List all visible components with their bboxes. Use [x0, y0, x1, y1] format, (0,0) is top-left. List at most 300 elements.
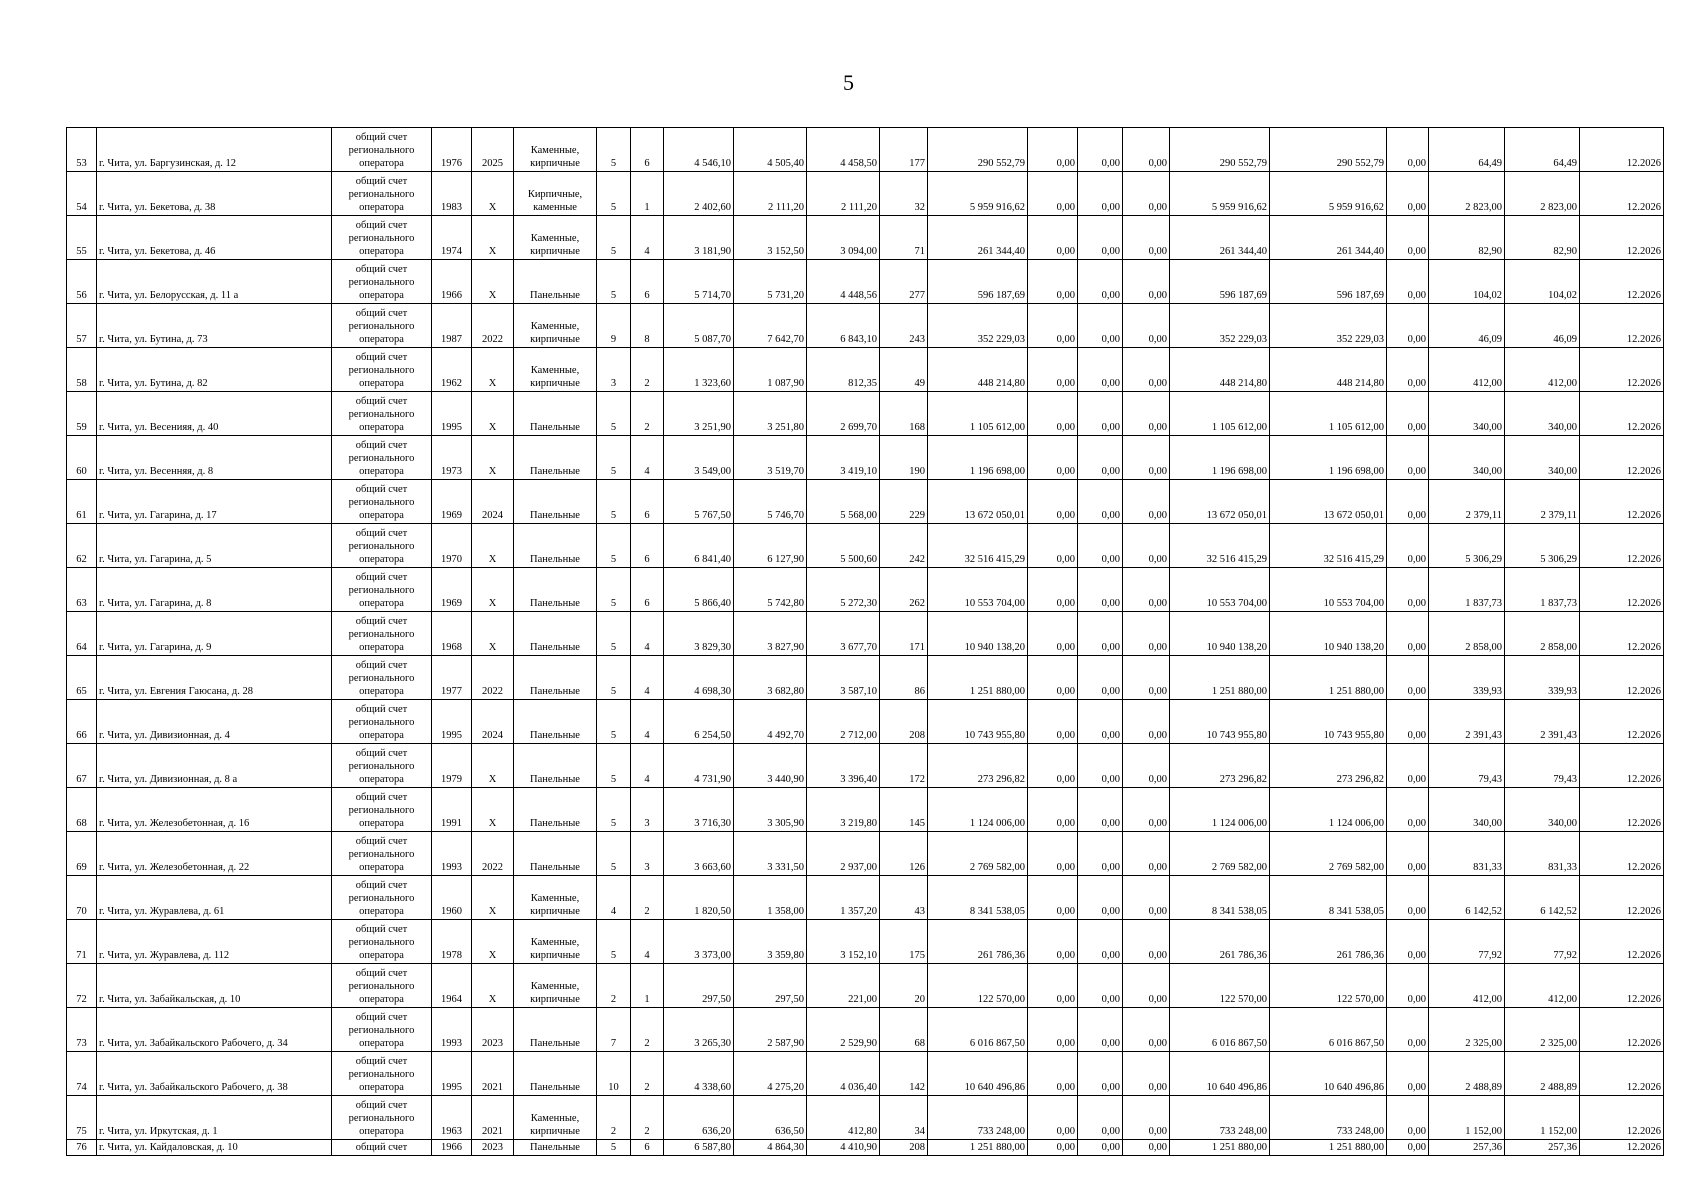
cell-wall-material: Панельные — [514, 260, 597, 304]
cell-entrances: 1 — [631, 964, 664, 1008]
cell-address: г. Чита, ул. Гагарина, д. 17 — [97, 480, 332, 524]
cell-wall-material: Панельные — [514, 788, 597, 832]
cell-regional-funds: 0,00 — [1078, 128, 1123, 172]
cell-row-number: 76 — [67, 1140, 97, 1156]
cell-residents: 142 — [880, 1052, 928, 1096]
cell-total-cost: 10 940 138,20 — [928, 612, 1028, 656]
cell-build-year: 1966 — [432, 260, 472, 304]
cell-wall-material: Каменные, кирпичные — [514, 128, 597, 172]
cell-reserve-funds: 0,00 — [1387, 920, 1429, 964]
cell-account-type: общий счет регионального оператора — [332, 876, 432, 920]
cell-deadline: 12.2026 — [1580, 524, 1664, 568]
cell-premises-area: 3 251,80 — [734, 392, 807, 436]
table-row — [67, 480, 1664, 524]
cell-residents: 229 — [880, 480, 928, 524]
cell-deadline: 12.2026 — [1580, 480, 1664, 524]
cell-municipal-funds: 0,00 — [1123, 216, 1170, 260]
cell-federal-funds: 0,00 — [1028, 1096, 1078, 1140]
cell-total-cost: 6 016 867,50 — [928, 1008, 1028, 1052]
cell-owners-funds: 8 341 538,05 — [1170, 876, 1270, 920]
cell-account-type: общий счет регионального оператора — [332, 216, 432, 260]
cell-floors: 5 — [597, 612, 631, 656]
cell-unit-cost-actual: 82,90 — [1429, 216, 1505, 260]
cell-unit-cost-limit: 5 306,29 — [1505, 524, 1580, 568]
cell-deadline: 12.2026 — [1580, 128, 1664, 172]
cell-account-type: общий счет регионального оператора — [332, 348, 432, 392]
cell-total-area: 4 338,60 — [664, 1052, 734, 1096]
cell-repair-year: Х — [472, 964, 514, 1008]
cell-total-cost: 1 105 612,00 — [928, 392, 1028, 436]
cell-address: г. Чита, ул. Железобетонная, д. 22 — [97, 832, 332, 876]
cell-premises-area: 636,50 — [734, 1096, 807, 1140]
cell-wall-material: Панельные — [514, 1052, 597, 1096]
cell-residents: 242 — [880, 524, 928, 568]
cell-regional-funds: 0,00 — [1078, 964, 1123, 1008]
cell-residential-area: 2 529,90 — [807, 1008, 880, 1052]
cell-total-cost: 5 959 916,62 — [928, 172, 1028, 216]
cell-federal-funds: 0,00 — [1028, 216, 1078, 260]
cell-unit-cost-actual: 1 837,73 — [1429, 568, 1505, 612]
cell-municipal-funds: 0,00 — [1123, 304, 1170, 348]
cell-regional-funds: 0,00 — [1078, 656, 1123, 700]
cell-build-year: 1993 — [432, 1008, 472, 1052]
cell-entrances: 4 — [631, 612, 664, 656]
cell-repair-year: Х — [472, 260, 514, 304]
cell-row-number: 72 — [67, 964, 97, 1008]
cell-entrances: 6 — [631, 260, 664, 304]
cell-residents: 262 — [880, 568, 928, 612]
cell-municipal-funds: 0,00 — [1123, 832, 1170, 876]
cell-account-type: общий счет — [332, 1140, 432, 1156]
cell-unit-cost-actual: 1 152,00 — [1429, 1096, 1505, 1140]
cell-total-cost: 733 248,00 — [928, 1096, 1028, 1140]
cell-build-year: 1976 — [432, 128, 472, 172]
cell-unit-cost-limit: 6 142,52 — [1505, 876, 1580, 920]
cell-deadline: 12.2026 — [1580, 832, 1664, 876]
cell-regional-funds: 0,00 — [1078, 832, 1123, 876]
cell-entrances: 2 — [631, 348, 664, 392]
cell-unit-cost-actual: 2 325,00 — [1429, 1008, 1505, 1052]
cell-unit-cost-actual: 2 391,43 — [1429, 700, 1505, 744]
cell-floors: 5 — [597, 656, 631, 700]
cell-reserve-funds: 0,00 — [1387, 1008, 1429, 1052]
table-row — [67, 260, 1664, 304]
cell-unit-cost-actual: 77,92 — [1429, 920, 1505, 964]
cell-floors: 5 — [597, 480, 631, 524]
cell-total-cost: 448 214,80 — [928, 348, 1028, 392]
cell-reserve-funds: 0,00 — [1387, 876, 1429, 920]
cell-total-area: 2 402,60 — [664, 172, 734, 216]
table-row — [67, 700, 1664, 744]
cell-build-year: 1978 — [432, 920, 472, 964]
cell-repair-year: 2023 — [472, 1008, 514, 1052]
cell-premises-area: 3 827,90 — [734, 612, 807, 656]
cell-federal-funds: 0,00 — [1028, 260, 1078, 304]
cell-total-cost: 32 516 415,29 — [928, 524, 1028, 568]
cell-row-number: 71 — [67, 920, 97, 964]
cell-owners-funds: 448 214,80 — [1170, 348, 1270, 392]
cell-build-year: 1995 — [432, 700, 472, 744]
cell-address: г. Чита, ул. Гагарина, д. 5 — [97, 524, 332, 568]
cell-deadline: 12.2026 — [1580, 568, 1664, 612]
cell-entrances: 2 — [631, 876, 664, 920]
cell-residential-area: 3 587,10 — [807, 656, 880, 700]
cell-federal-funds: 0,00 — [1028, 700, 1078, 744]
cell-cost-amount: 1 251 880,00 — [1270, 656, 1387, 700]
cell-municipal-funds: 0,00 — [1123, 1096, 1170, 1140]
cell-federal-funds: 0,00 — [1028, 1008, 1078, 1052]
cell-residential-area: 3 419,10 — [807, 436, 880, 480]
cell-wall-material: Панельные — [514, 480, 597, 524]
cell-row-number: 68 — [67, 788, 97, 832]
cell-address: г. Чита, ул. Дивизионная, д. 8 а — [97, 744, 332, 788]
cell-deadline: 12.2026 — [1580, 1140, 1664, 1156]
cell-residents: 71 — [880, 216, 928, 260]
cell-federal-funds: 0,00 — [1028, 832, 1078, 876]
cell-premises-area: 3 682,80 — [734, 656, 807, 700]
cell-account-type: общий счет регионального оператора — [332, 480, 432, 524]
cell-residential-area: 1 357,20 — [807, 876, 880, 920]
cell-deadline: 12.2026 — [1580, 656, 1664, 700]
cell-total-cost: 596 187,69 — [928, 260, 1028, 304]
cell-cost-amount: 32 516 415,29 — [1270, 524, 1387, 568]
cell-residential-area: 812,35 — [807, 348, 880, 392]
cell-cost-amount: 10 553 704,00 — [1270, 568, 1387, 612]
cell-residential-area: 4 458,50 — [807, 128, 880, 172]
cell-unit-cost-limit: 339,93 — [1505, 656, 1580, 700]
cell-wall-material: Панельные — [514, 656, 597, 700]
cell-unit-cost-limit: 46,09 — [1505, 304, 1580, 348]
cell-build-year: 1995 — [432, 1052, 472, 1096]
cell-premises-area: 3 152,50 — [734, 216, 807, 260]
cell-owners-funds: 273 296,82 — [1170, 744, 1270, 788]
cell-wall-material: Каменные, кирпичные — [514, 876, 597, 920]
cell-residential-area: 221,00 — [807, 964, 880, 1008]
cell-cost-amount: 1 196 698,00 — [1270, 436, 1387, 480]
cell-federal-funds: 0,00 — [1028, 964, 1078, 1008]
cell-owners-funds: 6 016 867,50 — [1170, 1008, 1270, 1052]
cell-total-area: 5 714,70 — [664, 260, 734, 304]
cell-unit-cost-actual: 2 858,00 — [1429, 612, 1505, 656]
cell-account-type: общий счет регионального оператора — [332, 700, 432, 744]
cell-total-area: 297,50 — [664, 964, 734, 1008]
cell-account-type: общий счет регионального оператора — [332, 392, 432, 436]
cell-total-area: 3 663,60 — [664, 832, 734, 876]
cell-unit-cost-limit: 1 837,73 — [1505, 568, 1580, 612]
cell-federal-funds: 0,00 — [1028, 612, 1078, 656]
cell-municipal-funds: 0,00 — [1123, 480, 1170, 524]
cell-build-year: 1966 — [432, 1140, 472, 1156]
cell-regional-funds: 0,00 — [1078, 1140, 1123, 1156]
cell-floors: 2 — [597, 1096, 631, 1140]
cell-row-number: 63 — [67, 568, 97, 612]
cell-federal-funds: 0,00 — [1028, 172, 1078, 216]
cell-unit-cost-limit: 64,49 — [1505, 128, 1580, 172]
cell-repair-year: 2022 — [472, 832, 514, 876]
cell-repair-year: 2025 — [472, 128, 514, 172]
cell-residents: 43 — [880, 876, 928, 920]
cell-entrances: 4 — [631, 436, 664, 480]
cell-repair-year: Х — [472, 216, 514, 260]
cell-address: г. Чита, ул. Бекетова, д. 38 — [97, 172, 332, 216]
cell-regional-funds: 0,00 — [1078, 876, 1123, 920]
cell-total-cost: 273 296,82 — [928, 744, 1028, 788]
cell-cost-amount: 261 786,36 — [1270, 920, 1387, 964]
cell-cost-amount: 448 214,80 — [1270, 348, 1387, 392]
cell-build-year: 1970 — [432, 524, 472, 568]
table-row — [67, 832, 1664, 876]
cell-residential-area: 2 699,70 — [807, 392, 880, 436]
cell-build-year: 1979 — [432, 744, 472, 788]
cell-federal-funds: 0,00 — [1028, 656, 1078, 700]
cell-total-cost: 1 251 880,00 — [928, 1140, 1028, 1156]
cell-unit-cost-actual: 412,00 — [1429, 964, 1505, 1008]
cell-build-year: 1993 — [432, 832, 472, 876]
cell-address: г. Чита, ул. Кайдаловская, д. 10 — [97, 1140, 332, 1156]
cell-residents: 177 — [880, 128, 928, 172]
cell-unit-cost-actual: 64,49 — [1429, 128, 1505, 172]
cell-row-number: 60 — [67, 436, 97, 480]
cell-total-cost: 13 672 050,01 — [928, 480, 1028, 524]
cell-owners-funds: 122 570,00 — [1170, 964, 1270, 1008]
cell-address: г. Чита, ул. Белорусская, д. 11 а — [97, 260, 332, 304]
cell-unit-cost-actual: 340,00 — [1429, 788, 1505, 832]
cell-account-type: общий счет регионального оператора — [332, 1008, 432, 1052]
cell-repair-year: 2023 — [472, 1140, 514, 1156]
cell-account-type: общий счет регионального оператора — [332, 612, 432, 656]
cell-wall-material: Каменные, кирпичные — [514, 1096, 597, 1140]
cell-unit-cost-actual: 2 488,89 — [1429, 1052, 1505, 1096]
cell-residents: 20 — [880, 964, 928, 1008]
cell-residents: 208 — [880, 1140, 928, 1156]
cell-owners-funds: 10 640 496,86 — [1170, 1052, 1270, 1096]
cell-floors: 4 — [597, 876, 631, 920]
cell-municipal-funds: 0,00 — [1123, 744, 1170, 788]
cell-address: г. Чита, ул. Иркутская, д. 1 — [97, 1096, 332, 1140]
cell-unit-cost-actual: 46,09 — [1429, 304, 1505, 348]
cell-entrances: 2 — [631, 1008, 664, 1052]
cell-owners-funds: 2 769 582,00 — [1170, 832, 1270, 876]
cell-deadline: 12.2026 — [1580, 920, 1664, 964]
cell-address: г. Чита, ул. Забайкальского Рабочего, д. 38 — [97, 1052, 332, 1096]
cell-address: г. Чита, ул. Весенняя, д. 8 — [97, 436, 332, 480]
cell-deadline: 12.2026 — [1580, 1008, 1664, 1052]
cell-total-area: 5 866,40 — [664, 568, 734, 612]
cell-total-cost: 352 229,03 — [928, 304, 1028, 348]
table-row — [67, 436, 1664, 480]
cell-deadline: 12.2026 — [1580, 304, 1664, 348]
cell-row-number: 55 — [67, 216, 97, 260]
cell-row-number: 57 — [67, 304, 97, 348]
cell-total-area: 3 829,30 — [664, 612, 734, 656]
cell-federal-funds: 0,00 — [1028, 128, 1078, 172]
cell-residential-area: 2 937,00 — [807, 832, 880, 876]
cell-row-number: 61 — [67, 480, 97, 524]
cell-municipal-funds: 0,00 — [1123, 436, 1170, 480]
cell-municipal-funds: 0,00 — [1123, 392, 1170, 436]
cell-total-cost: 261 344,40 — [928, 216, 1028, 260]
cell-unit-cost-actual: 2 823,00 — [1429, 172, 1505, 216]
cell-federal-funds: 0,00 — [1028, 1140, 1078, 1156]
cell-row-number: 65 — [67, 656, 97, 700]
cell-unit-cost-limit: 2 858,00 — [1505, 612, 1580, 656]
table-row — [67, 1052, 1664, 1096]
cell-total-area: 3 716,30 — [664, 788, 734, 832]
table-row — [67, 304, 1664, 348]
cell-entrances: 1 — [631, 172, 664, 216]
cell-total-area: 1 323,60 — [664, 348, 734, 392]
cell-residents: 145 — [880, 788, 928, 832]
cell-regional-funds: 0,00 — [1078, 700, 1123, 744]
cell-federal-funds: 0,00 — [1028, 436, 1078, 480]
cell-residential-area: 5 272,30 — [807, 568, 880, 612]
cell-premises-area: 3 305,90 — [734, 788, 807, 832]
cell-cost-amount: 8 341 538,05 — [1270, 876, 1387, 920]
table-row — [67, 1096, 1664, 1140]
cell-floors: 5 — [597, 260, 631, 304]
cell-premises-area: 297,50 — [734, 964, 807, 1008]
cell-repair-year: Х — [472, 788, 514, 832]
cell-wall-material: Каменные, кирпичные — [514, 964, 597, 1008]
cell-municipal-funds: 0,00 — [1123, 128, 1170, 172]
cell-deadline: 12.2026 — [1580, 700, 1664, 744]
cell-reserve-funds: 0,00 — [1387, 788, 1429, 832]
cell-total-area: 4 731,90 — [664, 744, 734, 788]
cell-owners-funds: 32 516 415,29 — [1170, 524, 1270, 568]
cell-municipal-funds: 0,00 — [1123, 788, 1170, 832]
cell-wall-material: Панельные — [514, 832, 597, 876]
cell-deadline: 12.2026 — [1580, 436, 1664, 480]
table-row — [67, 744, 1664, 788]
cell-unit-cost-actual: 831,33 — [1429, 832, 1505, 876]
cell-regional-funds: 0,00 — [1078, 260, 1123, 304]
cell-repair-year: 2022 — [472, 304, 514, 348]
cell-premises-area: 3 359,80 — [734, 920, 807, 964]
cell-account-type: общий счет регионального оператора — [332, 304, 432, 348]
table-row — [67, 876, 1664, 920]
table-row — [67, 128, 1664, 172]
table-row — [67, 1008, 1664, 1052]
cell-row-number: 62 — [67, 524, 97, 568]
cell-owners-funds: 596 187,69 — [1170, 260, 1270, 304]
cell-floors: 7 — [597, 1008, 631, 1052]
cell-reserve-funds: 0,00 — [1387, 964, 1429, 1008]
cell-reserve-funds: 0,00 — [1387, 744, 1429, 788]
cell-federal-funds: 0,00 — [1028, 348, 1078, 392]
cell-floors: 5 — [597, 568, 631, 612]
cell-unit-cost-limit: 1 152,00 — [1505, 1096, 1580, 1140]
cell-unit-cost-limit: 412,00 — [1505, 964, 1580, 1008]
cell-repair-year: Х — [472, 920, 514, 964]
cell-total-cost: 8 341 538,05 — [928, 876, 1028, 920]
cell-address: г. Чита, ул. Баргузинская, д. 12 — [97, 128, 332, 172]
cell-residential-area: 3 094,00 — [807, 216, 880, 260]
cell-federal-funds: 0,00 — [1028, 568, 1078, 612]
cell-entrances: 2 — [631, 1096, 664, 1140]
cell-deadline: 12.2026 — [1580, 216, 1664, 260]
cell-owners-funds: 1 251 880,00 — [1170, 1140, 1270, 1156]
cell-unit-cost-actual: 339,93 — [1429, 656, 1505, 700]
cell-reserve-funds: 0,00 — [1387, 568, 1429, 612]
cell-build-year: 1960 — [432, 876, 472, 920]
cell-cost-amount: 10 640 496,86 — [1270, 1052, 1387, 1096]
cell-premises-area: 3 519,70 — [734, 436, 807, 480]
table-row — [67, 348, 1664, 392]
cell-unit-cost-limit: 831,33 — [1505, 832, 1580, 876]
cell-municipal-funds: 0,00 — [1123, 920, 1170, 964]
cell-premises-area: 2 111,20 — [734, 172, 807, 216]
cell-residents: 86 — [880, 656, 928, 700]
cell-municipal-funds: 0,00 — [1123, 172, 1170, 216]
cell-premises-area: 1 358,00 — [734, 876, 807, 920]
cell-build-year: 1983 — [432, 172, 472, 216]
cell-owners-funds: 261 786,36 — [1170, 920, 1270, 964]
cell-address: г. Чита, ул. Бутина, д. 82 — [97, 348, 332, 392]
cell-unit-cost-limit: 2 488,89 — [1505, 1052, 1580, 1096]
cell-deadline: 12.2026 — [1580, 964, 1664, 1008]
cell-entrances: 6 — [631, 128, 664, 172]
cell-entrances: 2 — [631, 1052, 664, 1096]
cell-total-area: 6 587,80 — [664, 1140, 734, 1156]
cell-regional-funds: 0,00 — [1078, 1096, 1123, 1140]
table-row — [67, 524, 1664, 568]
cell-premises-area: 6 127,90 — [734, 524, 807, 568]
cell-residential-area: 2 712,00 — [807, 700, 880, 744]
cell-residential-area: 3 219,80 — [807, 788, 880, 832]
cell-floors: 2 — [597, 964, 631, 1008]
table-row — [67, 216, 1664, 260]
cell-cost-amount: 2 769 582,00 — [1270, 832, 1387, 876]
cell-repair-year: 2022 — [472, 656, 514, 700]
cell-regional-funds: 0,00 — [1078, 1008, 1123, 1052]
cell-build-year: 1977 — [432, 656, 472, 700]
cell-cost-amount: 273 296,82 — [1270, 744, 1387, 788]
cell-regional-funds: 0,00 — [1078, 744, 1123, 788]
cell-total-cost: 10 553 704,00 — [928, 568, 1028, 612]
cell-wall-material: Панельные — [514, 612, 597, 656]
cell-total-cost: 122 570,00 — [928, 964, 1028, 1008]
cell-address: г. Чита, ул. Забайкальская, д. 10 — [97, 964, 332, 1008]
cell-federal-funds: 0,00 — [1028, 304, 1078, 348]
cell-municipal-funds: 0,00 — [1123, 348, 1170, 392]
cell-total-area: 3 549,00 — [664, 436, 734, 480]
table-row — [67, 392, 1664, 436]
cell-deadline: 12.2026 — [1580, 172, 1664, 216]
cell-repair-year: Х — [472, 172, 514, 216]
cell-repair-year: Х — [472, 392, 514, 436]
cell-floors: 5 — [597, 436, 631, 480]
cell-owners-funds: 733 248,00 — [1170, 1096, 1270, 1140]
cell-residents: 68 — [880, 1008, 928, 1052]
cell-build-year: 1987 — [432, 304, 472, 348]
cell-address: г. Чита, ул. Бутина, д. 73 — [97, 304, 332, 348]
cell-deadline: 12.2026 — [1580, 788, 1664, 832]
cell-total-area: 3 265,30 — [664, 1008, 734, 1052]
cell-premises-area: 1 087,90 — [734, 348, 807, 392]
cell-municipal-funds: 0,00 — [1123, 524, 1170, 568]
cell-row-number: 54 — [67, 172, 97, 216]
cell-build-year: 1969 — [432, 568, 472, 612]
cell-unit-cost-limit: 2 823,00 — [1505, 172, 1580, 216]
cell-entrances: 4 — [631, 216, 664, 260]
cell-total-cost: 10 743 955,80 — [928, 700, 1028, 744]
cell-premises-area: 4 505,40 — [734, 128, 807, 172]
cell-floors: 5 — [597, 524, 631, 568]
cell-row-number: 67 — [67, 744, 97, 788]
cell-deadline: 12.2026 — [1580, 1096, 1664, 1140]
table-row — [67, 920, 1664, 964]
cell-build-year: 1969 — [432, 480, 472, 524]
